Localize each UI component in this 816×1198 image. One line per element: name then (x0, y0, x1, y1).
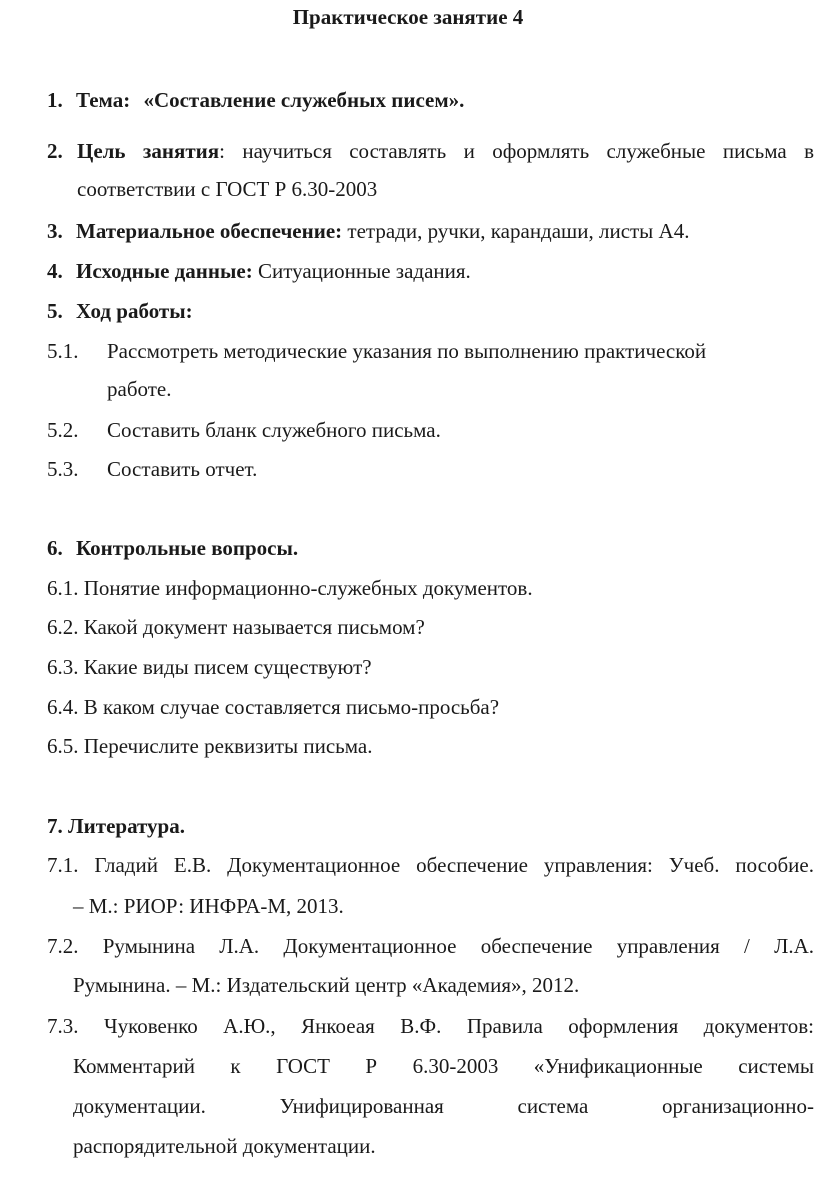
section-3-text: тетради, ручки, карандаши, листы А4. (342, 219, 690, 243)
section-5-number: 5. (47, 299, 63, 323)
section-6-label: Контрольные вопросы. (76, 536, 299, 560)
section-2-text-line2: соответствии с ГОСТ Р 6.30-2003 (77, 177, 378, 201)
ref-7-3-line1: 7.3. Чуковенко А.Ю., Янкоеая В.Ф. Правила оформления документов: (47, 1014, 814, 1038)
question-6-5: 6.5. Перечислите реквизиты письма. (47, 734, 373, 758)
ref-7-3-line4: распорядительной документации. (73, 1134, 376, 1158)
question-6-4: 6.4. В каком случае составляется письмо-просьба? (47, 695, 500, 719)
section-1-text: «Составление служебных писем». (143, 88, 465, 112)
ref-7-3-line2: Комментарий к ГОСТ Р 6.30-2003 «Унификационные системы (73, 1054, 814, 1078)
section-3-number: 3. (47, 219, 63, 243)
ref-7-2-line2: Румынина. – М.: Издательский центр «Академия», 2012. (73, 973, 580, 997)
section-4-label: Исходные данные: (76, 259, 253, 283)
ref-7-3-line3: документации. Унифицированная система организационно- (73, 1094, 814, 1118)
section-4 (47, 258, 471, 284)
step-5-3-number: 5.3. (47, 457, 79, 481)
section-5 (47, 298, 193, 324)
section-6-number: 6. (47, 536, 63, 560)
section-2-text-line1: : научиться составлять и оформлять служебные письма в (219, 139, 814, 163)
section-2-label: Цель занятия (77, 139, 220, 163)
step-5-1-line2: работе. (107, 377, 172, 401)
step-5-2-number: 5.2. (47, 418, 79, 442)
section-2-line1 (77, 138, 814, 164)
section-1-number: 1. (47, 88, 63, 112)
section-6 (47, 535, 298, 561)
section-3 (47, 218, 689, 244)
section-4-number: 4. (47, 259, 63, 283)
step-5-3-line1: Составить отчет. (107, 457, 258, 481)
question-6-2: 6.2. Какой документ называется письмом? (47, 615, 425, 639)
section-3-label: Материальное обеспечение: (76, 219, 343, 243)
section-5-label: Ход работы: (76, 299, 193, 323)
section-1-label: Тема: (76, 88, 131, 112)
section-2-number: 2. (47, 139, 63, 163)
ref-7-2-line1: 7.2. Румынина Л.А. Документационное обеспечение управления / Л.А. (47, 934, 814, 958)
step-5-1-number: 5.1. (47, 339, 79, 363)
question-6-1: 6.1. Понятие информационно-служебных документов. (47, 576, 533, 600)
ref-7-1-line1: 7.1. Гладий Е.В. Документационное обеспечение управления: Учеб. пособие. (47, 853, 814, 877)
section-7-label: 7. Литература. (47, 814, 185, 838)
question-6-3: 6.3. Какие виды писем существуют? (47, 655, 372, 679)
ref-7-1-line2: – М.: РИОР: ИНФРА-М, 2013. (73, 894, 344, 918)
section-4-text: Ситуационные задания. (252, 259, 471, 283)
step-5-1-line1: Рассмотреть методические указания по выполнению практической (107, 339, 707, 363)
page-title: Практическое занятие 4 (292, 5, 524, 29)
section-1 (47, 87, 464, 113)
step-5-2-line1: Составить бланк служебного письма. (107, 418, 441, 442)
